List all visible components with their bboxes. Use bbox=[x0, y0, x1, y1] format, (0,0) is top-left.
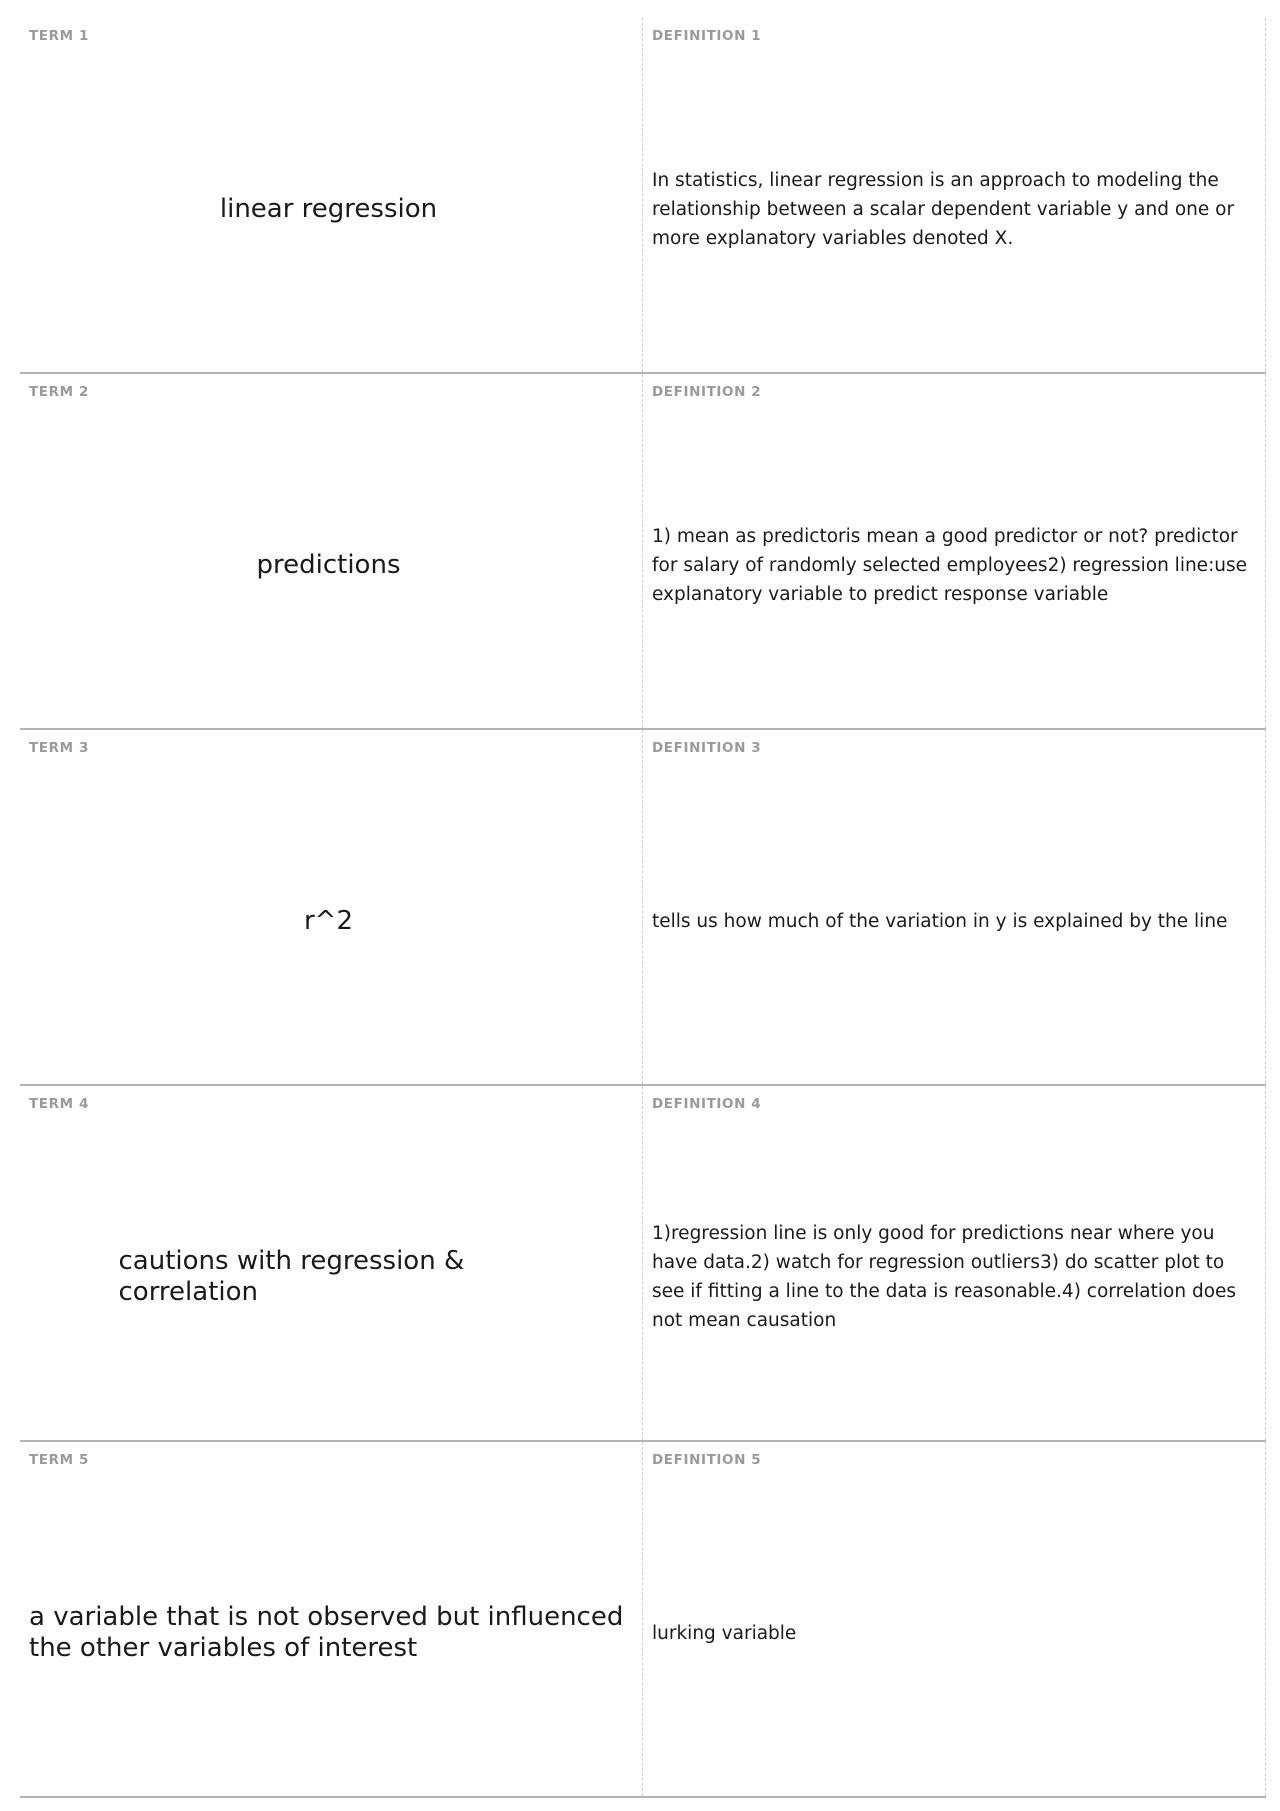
term-label: TERM 2 bbox=[29, 384, 89, 400]
term-text: a variable that is not observed but influenced the other variables of interest bbox=[29, 1602, 624, 1663]
definition-label: DEFINITION 3 bbox=[652, 740, 762, 756]
term-text: predictions bbox=[256, 549, 401, 580]
term-text: linear regression bbox=[219, 193, 438, 224]
definition-cell bbox=[643, 1086, 1266, 1440]
term-text: r^2 bbox=[303, 905, 354, 936]
definition-cell bbox=[643, 374, 1266, 728]
term-label: TERM 1 bbox=[29, 28, 89, 44]
flashcard-5 bbox=[20, 1442, 1266, 1798]
definition-text: lurking variable bbox=[652, 1622, 797, 1644]
definition-text: 1)regression line is only good for predictions near where you have data.2) watch for regression outliers3) do scatter plot to see if fitting a line to the data is reasonable.4) correlation does not mean causation bbox=[652, 1223, 1237, 1331]
definition-text: 1) mean as predictoris mean a good predictor or not? predictor for salary of randomly selected employees2) regression line:use explanatory variable to predict response variable bbox=[652, 525, 1248, 605]
definition-text: tells us how much of the variation in y is explained by the line bbox=[652, 910, 1228, 932]
term-label: TERM 3 bbox=[29, 740, 89, 756]
term-cell bbox=[20, 18, 643, 372]
definition-text: In statistics, linear regression is an approach to modeling the relationship between a scalar dependent variable y and one or more explanatory variables denoted X. bbox=[652, 169, 1235, 249]
definition-cell bbox=[643, 18, 1266, 372]
definition-label: DEFINITION 2 bbox=[652, 384, 762, 400]
definition-label: DEFINITION 4 bbox=[652, 1096, 762, 1112]
definition-cell bbox=[643, 730, 1266, 1084]
flashcard-1 bbox=[20, 18, 1266, 374]
term-label: TERM 5 bbox=[29, 1452, 89, 1468]
flashcard-3 bbox=[20, 730, 1266, 1086]
term-cell bbox=[20, 374, 643, 728]
term-cell bbox=[20, 1442, 643, 1796]
flashcard-2 bbox=[20, 374, 1266, 730]
flashcard-sheet bbox=[20, 18, 1266, 1798]
term-text: cautions with regression & correlation bbox=[118, 1246, 465, 1307]
flashcard-4 bbox=[20, 1086, 1266, 1442]
term-cell bbox=[20, 1086, 643, 1440]
definition-label: DEFINITION 5 bbox=[652, 1452, 762, 1468]
definition-label: DEFINITION 1 bbox=[652, 28, 762, 44]
term-label: TERM 4 bbox=[29, 1096, 89, 1112]
definition-cell bbox=[643, 1442, 1266, 1796]
term-cell bbox=[20, 730, 643, 1084]
